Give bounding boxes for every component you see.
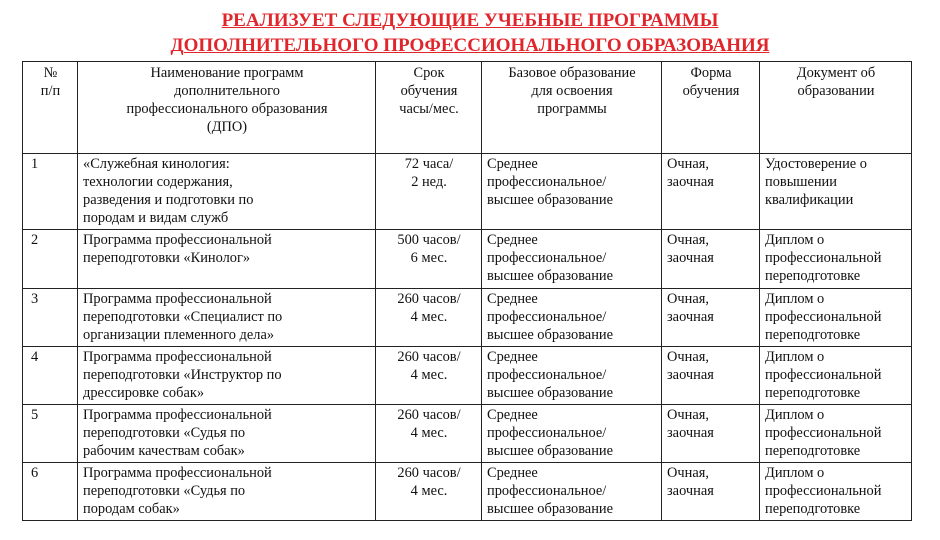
document-cell — [760, 230, 912, 289]
document-cell-line: профессиональной — [765, 425, 882, 441]
duration-cell — [376, 463, 482, 521]
header-text-line: для освоения — [531, 83, 613, 99]
study-form-cell-line: заочная — [667, 425, 714, 441]
duration-cell-line: 72 часа/ — [404, 156, 454, 172]
base-education-cell — [482, 230, 662, 289]
table-body — [23, 154, 912, 521]
document-cell-line: переподготовке — [765, 385, 861, 401]
document-cell-line: Диплом о — [765, 232, 825, 248]
duration-cell-line: 4 мес. — [410, 483, 448, 499]
base-education-cell-line: Среднее — [487, 349, 538, 365]
duration-cell-line: 500 часов/ — [397, 232, 461, 248]
base-education-cell-line: профессиональное/ — [487, 309, 607, 325]
program-name-cell-line: переподготовки «Судья по — [83, 425, 246, 441]
program-name-cell-line: породам собак» — [83, 501, 180, 517]
study-form-cell — [662, 405, 760, 463]
base-education-cell — [482, 405, 662, 463]
program-name-cell-line: рабочим качествам собак» — [83, 443, 245, 459]
document-cell-line: Удостоверение о — [765, 156, 867, 172]
program-name-cell — [78, 463, 376, 521]
program-name-cell-line: Программа профессиональной — [83, 407, 272, 423]
study-form-cell — [662, 154, 760, 230]
study-form-cell-line: заочная — [667, 367, 714, 383]
base-education-cell-line: высшее образование — [487, 385, 613, 401]
duration-cell — [376, 230, 482, 289]
program-name-cell-line: переподготовки «Инструктор по — [83, 367, 282, 383]
duration-cell-line: 260 часов/ — [397, 349, 461, 365]
program-name-cell-line: технологии содержания, — [83, 174, 233, 190]
row-number-cell: 5 — [23, 405, 78, 463]
document-cell-line: переподготовке — [765, 327, 861, 343]
header-term — [376, 62, 482, 154]
page-title-line-2: ДОПОЛНИТЕЛЬНОГО ПРОФЕССИОНАЛЬНОГО ОБРАЗОВАНИЯ — [170, 35, 770, 56]
base-education-cell-line: высшее образование — [487, 501, 613, 517]
document-cell — [760, 347, 912, 405]
program-name-cell-line: дрессировке собак» — [83, 385, 205, 401]
table-row — [23, 230, 912, 289]
header-text-line: часы/мес. — [399, 101, 459, 117]
study-form-cell-line: Очная, — [667, 291, 709, 307]
study-form-cell — [662, 289, 760, 347]
study-form-cell-line: Очная, — [667, 349, 709, 365]
document-cell-line: Диплом о — [765, 349, 825, 365]
program-name-cell — [78, 405, 376, 463]
study-form-cell — [662, 463, 760, 521]
program-name-cell-line: переподготовки «Кинолог» — [83, 250, 251, 266]
header-text-line: профессионального образования — [126, 101, 328, 117]
programs-table — [22, 61, 912, 521]
base-education-cell — [482, 289, 662, 347]
study-form-cell-line: Очная, — [667, 232, 709, 248]
document-cell-line: переподготовке — [765, 268, 861, 284]
program-name-cell-line: переподготовки «Специалист по — [83, 309, 283, 325]
document-cell-line: переподготовке — [765, 443, 861, 459]
row-number-cell: 2 — [23, 230, 78, 289]
program-name-cell-line: Программа профессиональной — [83, 232, 272, 248]
study-form-cell — [662, 347, 760, 405]
duration-cell — [376, 289, 482, 347]
header-num — [23, 62, 78, 154]
document-cell — [760, 463, 912, 521]
study-form-cell-line: заочная — [667, 174, 714, 190]
program-name-cell-line: Программа профессиональной — [83, 291, 272, 307]
duration-cell-line: 4 мес. — [410, 367, 448, 383]
header-form — [662, 62, 760, 154]
row-number-cell: 6 — [23, 463, 78, 521]
program-name-cell-line: «Служебная кинология: — [83, 156, 230, 172]
document-cell-line: Диплом о — [765, 291, 825, 307]
header-text-line: Наименование программ — [150, 65, 304, 81]
base-education-cell-line: профессиональное/ — [487, 174, 607, 190]
base-education-cell-line: Среднее — [487, 291, 538, 307]
document-cell-line: Диплом о — [765, 465, 825, 481]
header-text-line: обучения — [400, 83, 458, 99]
header-text-line: дополнительного — [174, 83, 280, 99]
duration-cell-line: 2 нед. — [411, 174, 447, 190]
program-name-cell — [78, 289, 376, 347]
header-text-line: обучения — [682, 83, 740, 99]
base-education-cell-line: высшее образование — [487, 268, 613, 284]
header-name — [78, 62, 376, 154]
document-cell — [760, 289, 912, 347]
program-name-cell-line: переподготовки «Судья по — [83, 483, 246, 499]
document-cell — [760, 405, 912, 463]
base-education-cell — [482, 463, 662, 521]
program-name-cell-line: Программа профессиональной — [83, 465, 272, 481]
study-form-cell-line: заочная — [667, 309, 714, 325]
page-title-line-1: РЕАЛИЗУЕТ СЛЕДУЮЩИЕ УЧЕБНЫЕ ПРОГРАММЫ — [221, 10, 719, 31]
base-education-cell — [482, 347, 662, 405]
row-number-cell: 4 — [23, 347, 78, 405]
study-form-cell-line: Очная, — [667, 407, 709, 423]
base-education-cell-line: профессиональное/ — [487, 425, 607, 441]
study-form-cell-line: Очная, — [667, 465, 709, 481]
duration-cell-line: 4 мес. — [410, 309, 448, 325]
table-header-row — [23, 62, 912, 154]
header-text-line: (ДПО) — [206, 119, 248, 135]
document-cell-line: переподготовке — [765, 501, 861, 517]
study-form-cell-line: Очная, — [667, 156, 709, 172]
duration-cell-line: 6 мес. — [410, 250, 448, 266]
header-base — [482, 62, 662, 154]
document-cell-line: профессиональной — [765, 250, 882, 266]
base-education-cell-line: высшее образование — [487, 327, 613, 343]
document-cell-line: Диплом о — [765, 407, 825, 423]
header-doc — [760, 62, 912, 154]
base-education-cell-line: высшее образование — [487, 443, 613, 459]
study-form-cell-line: заочная — [667, 483, 714, 499]
program-name-cell-line: породам и видам служб — [83, 210, 229, 226]
base-education-cell-line: профессиональное/ — [487, 367, 607, 383]
document-cell-line: повышении — [765, 174, 837, 190]
table-row — [23, 289, 912, 347]
program-name-cell-line: Программа профессиональной — [83, 349, 272, 365]
document-cell-line: профессиональной — [765, 309, 882, 325]
table-row — [23, 405, 912, 463]
row-number-cell: 3 — [23, 289, 78, 347]
header-text-line: № — [43, 65, 58, 81]
header-text-line: Базовое образование — [508, 65, 636, 81]
document-cell — [760, 154, 912, 230]
base-education-cell-line: высшее образование — [487, 192, 613, 208]
base-education-cell — [482, 154, 662, 230]
base-education-cell-line: профессиональное/ — [487, 250, 607, 266]
table-row — [23, 347, 912, 405]
program-name-cell-line: разведения и подготовки по — [83, 192, 254, 208]
base-education-cell-line: Среднее — [487, 465, 538, 481]
study-form-cell-line: заочная — [667, 250, 714, 266]
page-title — [0, 8, 940, 58]
duration-cell-line: 260 часов/ — [397, 407, 461, 423]
header-text-line: п/п — [40, 83, 61, 99]
base-education-cell-line: Среднее — [487, 156, 538, 172]
base-education-cell-line: Среднее — [487, 407, 538, 423]
header-text-line: программы — [537, 101, 607, 117]
duration-cell — [376, 405, 482, 463]
duration-cell-line: 260 часов/ — [397, 465, 461, 481]
document-cell-line: профессиональной — [765, 483, 882, 499]
document-cell-line: квалификации — [765, 192, 854, 208]
document-cell-line: профессиональной — [765, 367, 882, 383]
table-row — [23, 463, 912, 521]
program-name-cell — [78, 230, 376, 289]
header-text-line: Форма — [690, 65, 732, 81]
row-number-cell: 1 — [23, 154, 78, 230]
duration-cell-line: 4 мес. — [410, 425, 448, 441]
header-text-line: образовании — [797, 83, 875, 99]
base-education-cell-line: Среднее — [487, 232, 538, 248]
duration-cell — [376, 347, 482, 405]
duration-cell-line: 260 часов/ — [397, 291, 461, 307]
header-text-line: Срок — [413, 65, 445, 81]
study-form-cell — [662, 230, 760, 289]
duration-cell — [376, 154, 482, 230]
base-education-cell-line: профессиональное/ — [487, 483, 607, 499]
table-row — [23, 154, 912, 230]
program-name-cell-line: организации племенного дела» — [83, 327, 275, 343]
header-text-line: Документ об — [796, 65, 876, 81]
program-name-cell — [78, 347, 376, 405]
program-name-cell — [78, 154, 376, 230]
